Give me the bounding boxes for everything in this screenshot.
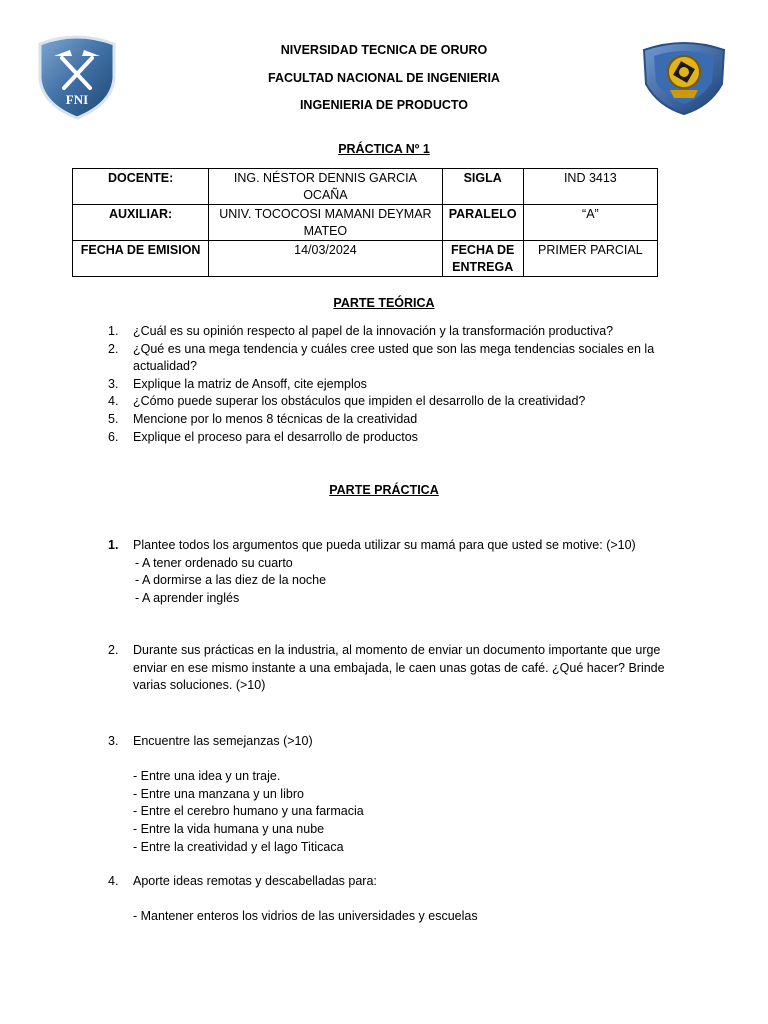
- practice-question-3: [108, 733, 668, 856]
- table-row: [73, 205, 658, 241]
- sub-item: - Entre una idea y un traje.: [133, 769, 281, 784]
- sub-item: - A tener ordenado su cuarto: [135, 555, 293, 570]
- sub-item: - Entre el cerebro humano y una farmacia: [133, 804, 364, 819]
- docente-value: ING. NÉSTOR DENNIS GARCIA OCAÑA: [209, 169, 442, 205]
- paralelo-value: “A”: [523, 205, 657, 241]
- item-text: ¿Cuál es su opinión respecto al papel de la innovación y la transformación productiva?: [133, 324, 614, 338]
- theory-list: [108, 323, 668, 446]
- item-text: Aporte ideas remotas y descabelladas para:: [133, 874, 377, 888]
- docente-label: DOCENTE:: [73, 169, 209, 205]
- list-item: [108, 429, 668, 447]
- list-item: [108, 393, 668, 411]
- item-text: Mencione por lo menos 8 técnicas de la creatividad: [133, 411, 418, 426]
- list-item: [108, 537, 668, 555]
- theory-section-title: PARTE TEÓRICA: [333, 296, 435, 310]
- list-item: [108, 642, 668, 695]
- sigla-label: SIGLA: [442, 169, 523, 205]
- item-number: 4.: [108, 874, 119, 888]
- sub-item: - A dormirse a las diez de la noche: [135, 573, 327, 588]
- sub-item: - Mantener enteros los vidrios de las universidades y escuelas: [133, 909, 478, 924]
- list-item: [108, 376, 668, 394]
- auxiliar-label: AUXILIAR:: [73, 205, 209, 241]
- info-table: [72, 168, 658, 277]
- item-text: Explique la matriz de Ansoff, cite ejemplos: [133, 376, 367, 391]
- item-text: Encuentre las semejanzas (>10): [133, 734, 313, 748]
- item-text: ¿Cómo puede superar los obstáculos que impiden el desarrollo de la creatividad?: [133, 394, 586, 409]
- practice-section-title: PARTE PRÁCTICA: [329, 483, 439, 497]
- item-text: Explique el proceso para el desarrollo de productos: [133, 429, 418, 444]
- item-number: 2.: [108, 341, 119, 356]
- practice-question-2: [108, 642, 668, 695]
- item-number: 1.: [108, 538, 119, 552]
- list-item: [108, 733, 668, 751]
- practice-question-1: [108, 537, 668, 607]
- item-number: 4.: [108, 394, 119, 409]
- item-number: 5.: [108, 411, 119, 426]
- item-number: 1.: [108, 324, 119, 338]
- sigla-value: IND 3413: [523, 169, 657, 205]
- item-number: 3.: [108, 376, 119, 391]
- table-row: [73, 169, 658, 205]
- list-item: [108, 873, 668, 891]
- list-item: [108, 341, 668, 376]
- table-row: [73, 241, 658, 277]
- fecha-entrega-label: FECHA DE ENTREGA: [442, 241, 523, 277]
- fecha-entrega-value: PRIMER PARCIAL: [523, 241, 657, 277]
- item-text: Plantee todos los argumentos que pueda utilizar su mamá para que usted se motive: (>10): [133, 538, 636, 552]
- sub-item: - Entre la creatividad y el lago Titicaca: [133, 839, 344, 854]
- auxiliar-value: UNIV. TOCOCOSI MAMANI DEYMAR MATEO: [209, 205, 442, 241]
- sub-item: - Entre la vida humana y una nube: [133, 821, 325, 836]
- item-number: 3.: [108, 734, 119, 748]
- sub-item: - Entre una manzana y un libro: [133, 786, 304, 801]
- sub-item: - A aprender inglés: [135, 590, 240, 605]
- fecha-emision-value: 14/03/2024: [209, 241, 442, 277]
- item-number: 6.: [108, 429, 119, 444]
- list-item: [108, 411, 668, 429]
- item-text: ¿Qué es una mega tendencia y cuáles cree usted que son las mega tendencias sociales en la actualidad?: [133, 341, 655, 374]
- faculty-name: FACULTAD NACIONAL DE INGENIERIA: [268, 71, 500, 85]
- program-name: INGENIERIA DE PRODUCTO: [299, 98, 469, 112]
- item-number: 2.: [108, 643, 119, 657]
- practice-title: PRÁCTICA Nº 1: [338, 142, 430, 156]
- item-text: Durante sus prácticas en la industria, al momento de enviar un documento importante que urge enviar en ese mismo instante a una embajada, le caen unas gotas de café. ¿Qué hacer? Brinde varias soluciones. (>10): [133, 643, 665, 693]
- list-item: [108, 323, 668, 341]
- university-name: NIVERSIDAD TECNICA DE ORURO: [280, 43, 488, 57]
- paralelo-label: PARALELO: [442, 205, 523, 241]
- logo-left-text: FNI: [65, 92, 89, 107]
- fecha-emision-label: FECHA DE EMISION: [73, 241, 209, 277]
- practice-question-4: [108, 873, 668, 926]
